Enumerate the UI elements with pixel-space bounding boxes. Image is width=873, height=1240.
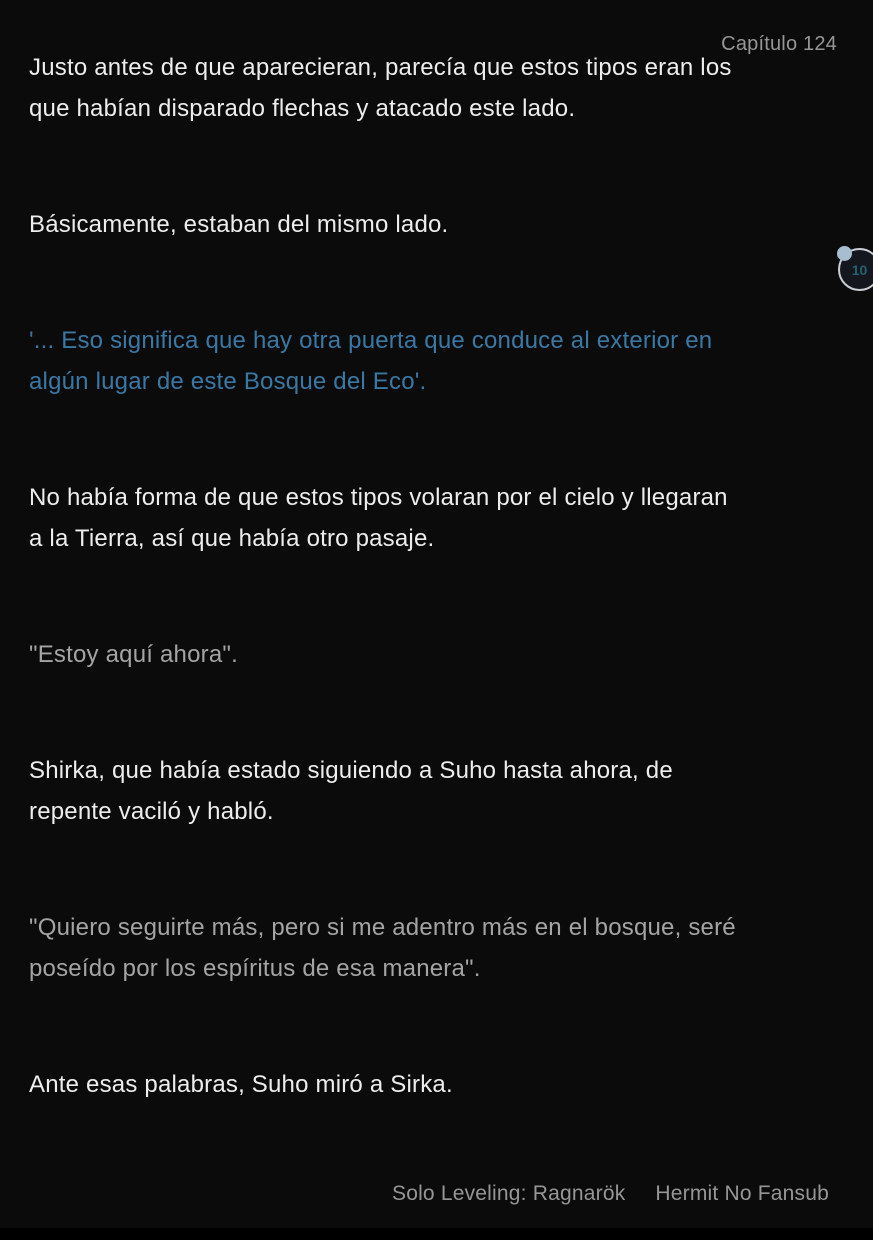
narration-paragraph: Ante esas palabras, Suho miró a Sirka.	[29, 1071, 453, 1098]
dialogue-paragraph: "Estoy aquí ahora".	[29, 641, 238, 668]
dialogue-paragraph: "Quiero seguirte más, pero si me adentro más en el bosque, seré poseído por los espíritus de esa manera".	[29, 914, 736, 982]
comment-count: 10	[851, 261, 868, 278]
narration-paragraph: Básicamente, estaban del mismo lado.	[29, 211, 449, 238]
comment-count-badge[interactable]	[838, 248, 873, 291]
bottom-bar	[0, 1228, 873, 1240]
narration-paragraph: No había forma de que estos tipos volaran por el cielo y llegaran a la Tierra, así que había otro pasaje.	[29, 484, 728, 552]
narration-paragraph: Justo antes de que aparecieran, parecía que estos tipos eran los que habían disparado flechas y atacado este lado.	[29, 54, 732, 122]
badge-indicator-dot-icon	[837, 246, 852, 261]
reader-content	[29, 47, 865, 1180]
reader-footer	[392, 1182, 829, 1206]
fansub-credit: Hermit No Fansub	[655, 1182, 829, 1205]
chapter-label: Capítulo 124	[721, 33, 837, 55]
narration-paragraph: Shirka, que había estado siguiendo a Suho hasta ahora, de repente vaciló y habló.	[29, 757, 673, 825]
thought-paragraph: '... Eso significa que hay otra puerta que conduce al exterior en algún lugar de este Bosque del Eco'.	[29, 327, 713, 395]
series-title: Solo Leveling: Ragnarök	[391, 1182, 626, 1205]
